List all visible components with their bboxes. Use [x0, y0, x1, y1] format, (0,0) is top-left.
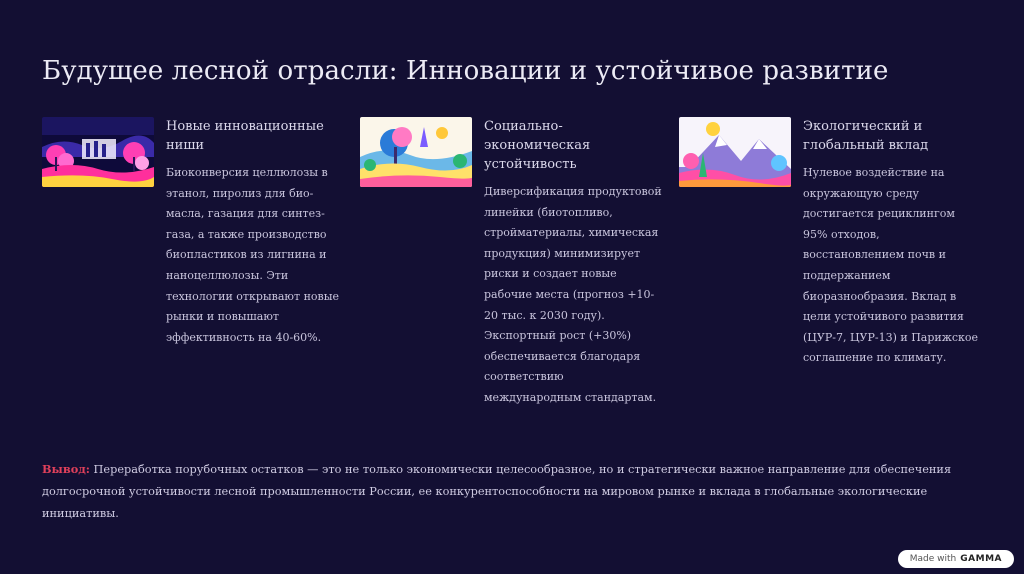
neon-forest-illustration: [42, 117, 154, 187]
badge-prefix: Made with: [909, 554, 957, 564]
card-heading: Новые инновационные ниши: [166, 119, 324, 153]
conclusion: [42, 458, 972, 525]
page-title: Будущее лесной отрасли: Инновации и устойчивое развитие: [42, 56, 889, 86]
card-heading: Экологический и глобальный вклад: [803, 119, 929, 153]
colorful-landscape-illustration: [360, 117, 472, 187]
card-body: Диверсификация продуктовой линейки (биотопливо, стройматериалы, химическая продукция) минимизирует риски и создает новые рабочие места (прогноз +10-20 тыс. к 2030 году). Экспортный рост (+30%) обеспечивается благодаря соответствию международным стандартам.: [484, 185, 662, 404]
conclusion-lead: Вывод:: [42, 462, 90, 476]
badge-brand: GAMMA: [960, 554, 1002, 564]
card-body: Нулевое воздействие на окружающую среду достигается рециклингом 95% отходов, восстановлением почв и поддержанием биоразнообразия. Вклад в цели устойчивого развития (ЦУР-7, ЦУР-13) и Парижское соглашение по климату.: [803, 166, 979, 365]
card-body: Биоконверсия целлюлозы в этанол, пиролиз для био-масла, газация для синтез-газа, а также производство биопластиков из лигнина и наноцеллюлозы. Эти технологии открывают новые рынки и повышают эффективность на 40-60%.: [166, 166, 339, 344]
mountain-sun-illustration: [679, 117, 791, 187]
conclusion-text: Переработка порубочных остатков — это не только экономически целесообразное, но и стратегически важное направление для обеспечения долгосрочной устойчивости лесной промышленности России, ее конкурентоспособности на мировом рынке и вклада в глобальные экологические инициативы.: [42, 463, 952, 520]
made-with-gamma-badge[interactable]: [898, 550, 1014, 568]
card-heading: Социально-экономическая устойчивость: [484, 119, 591, 172]
